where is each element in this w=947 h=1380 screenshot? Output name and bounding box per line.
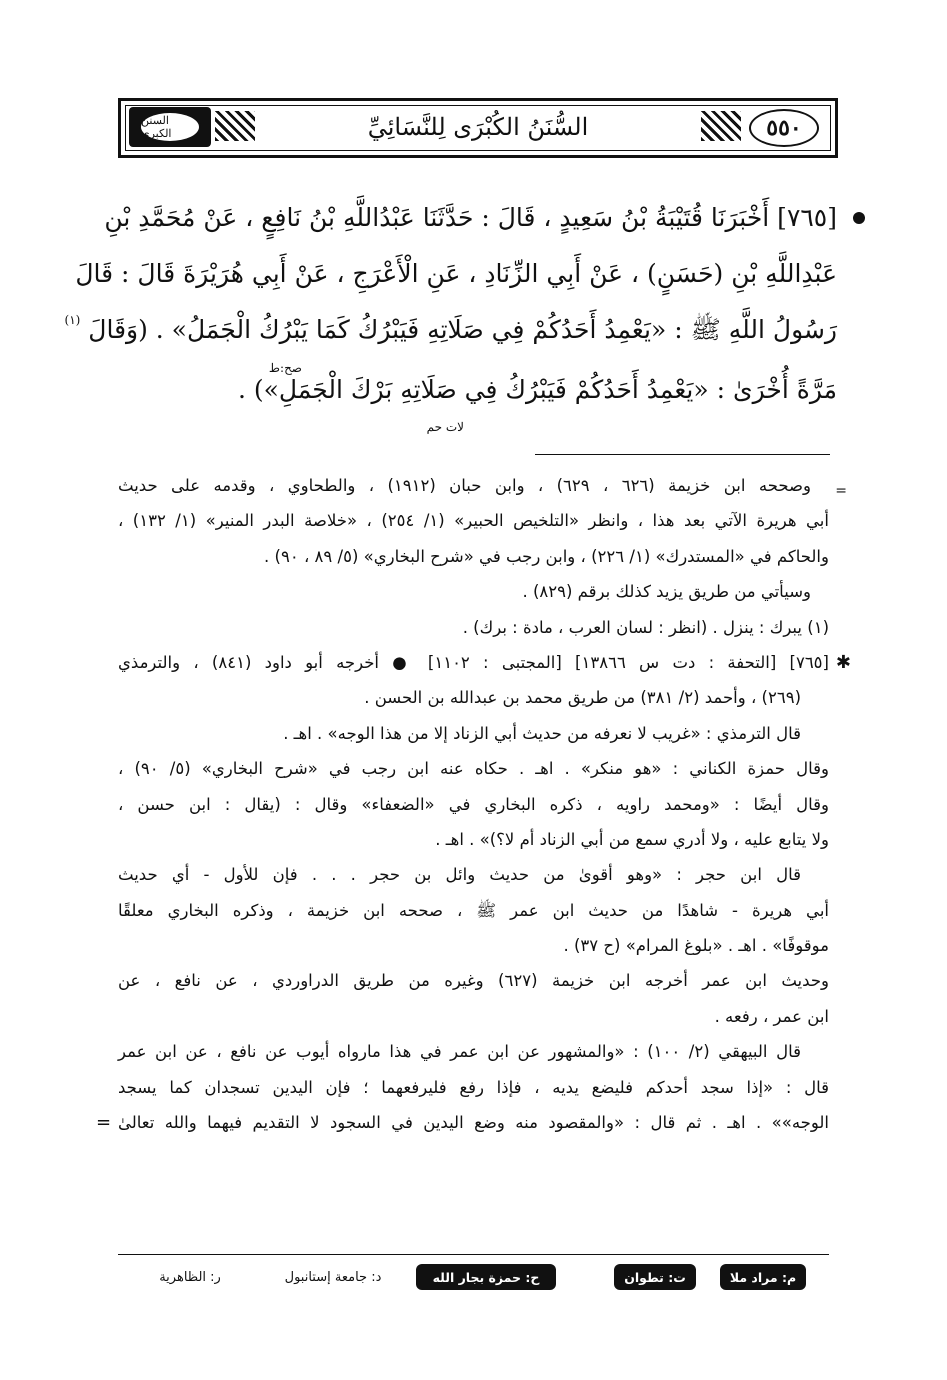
footnote-line bbox=[118, 822, 829, 857]
footnote-line-text: موقوفًا» . اهـ . «بلوغ المرام» (ح ٣٧) . bbox=[563, 936, 829, 956]
hadith-line bbox=[104, 190, 837, 246]
footnote-line bbox=[118, 999, 829, 1034]
hadith-line bbox=[75, 246, 837, 302]
footnote-line bbox=[118, 1034, 829, 1069]
book-title: السُّنَنُ الكُبْرَى لِلنَّسَائِيِّ bbox=[367, 113, 589, 141]
footnote-line bbox=[118, 787, 829, 822]
footnote-line bbox=[118, 893, 829, 928]
hadith-line-text: رَسُولُ اللَّهِ ﷺ : «يَعْمِدُ أَحَدُكُمْ فِي صَلَاتِهِ فَيَبْرُكُ كَمَا يَبْرُكُ الْجَمَلُ» . (وَقَالَ bbox=[88, 315, 837, 344]
manuscript-correction: صح:ط bbox=[268, 361, 302, 375]
footnote-line bbox=[118, 928, 829, 963]
footnote-line-text: وسيأتي من طريق يزيد كذلك برقم (٨٢٩) . bbox=[522, 582, 811, 602]
footnote-line-text: قال البيهقي (٢/ ١٠٠) : «والمشهور عن ابن عمر في هذا مارواه أيوب عن نافع ، عن ابن عمر bbox=[118, 1042, 801, 1062]
asterisk-icon: ✱ bbox=[835, 651, 851, 673]
footnote-line bbox=[118, 503, 829, 538]
footnote-line bbox=[118, 574, 829, 609]
hadith-line bbox=[64, 302, 837, 362]
header-ornament-right bbox=[701, 111, 741, 141]
footnote-line bbox=[118, 751, 829, 786]
footnote-line-text: (٢٦٩) ، وأحمد (٢/ ٣٨١) من طريق محمد بن عبدالله بن الحسن . bbox=[364, 688, 801, 708]
manuscript-correction: لات حم bbox=[426, 420, 464, 434]
footnote-ref: (١) bbox=[64, 313, 81, 327]
continuation-mark: = bbox=[96, 1112, 112, 1134]
footnote-line-text: وحديث ابن عمر أخرجه ابن خزيمة (٦٢٧) وغيره من طريق الدراوردي ، عن نافع ، عن bbox=[118, 971, 829, 991]
manuscript-label-d: د: جامعة إستانبول bbox=[284, 1269, 382, 1285]
continuation-mark: = bbox=[835, 483, 847, 499]
footer-separator bbox=[118, 1254, 829, 1255]
book-logo-oval: السنن الكبرى bbox=[139, 111, 201, 143]
header-ornament-left bbox=[215, 111, 255, 141]
page-number: ٥٥٠ bbox=[749, 109, 819, 147]
footnote-line bbox=[118, 610, 829, 645]
footnote-line bbox=[118, 857, 829, 892]
footnote-separator bbox=[535, 454, 830, 455]
footnote-line-text: قال : «إذا سجد أحدكم فليضع يديه ، فإذا رفع فليرفعهما ؛ فإن اليدين تسجدان كما يسجد bbox=[118, 1077, 829, 1097]
footnote-line bbox=[118, 539, 829, 574]
footnote-line-text: أبي هريرة الآتي بعد هذا ، وانظر «التلخيص الحبير» (١/ ٢٥٤) ، «خلاصة البدر المنير» (١/ ١٣٢) ، bbox=[118, 511, 829, 531]
footnote-line-text: أبي هريرة - شاهدًا من حديث ابن عمر ﷺ ، صححه ابن خزيمة ، وذكره البخاري معلقًا bbox=[118, 900, 829, 920]
manuscript-label-r: ر: الظاهرية bbox=[159, 1269, 221, 1285]
footnotes bbox=[96, 468, 851, 1140]
hadith-text bbox=[64, 190, 837, 418]
footnote-line-text: والحاكم في «المستدرك» (١/ ٢٢٦) ، وابن رجب في «شرح البخاري» (٥/ ٨٩ ، ٩٠) . bbox=[264, 546, 829, 566]
footnote-line bbox=[118, 645, 851, 680]
hadith-line-text: مَرَّةً أُخْرَىٰ : «يَعْمِدُ أَحَدُكُمْ فَيَبْرُكُ فِي صَلَاتِهِ بَرْكَ الْجَمَلِ») . bbox=[237, 375, 837, 404]
footnote-line-text: [٧٦٥] [التحفة : دت س ١٣٨٦٦] [المجتبى : ١١٠٢] ● أخرجه أبو داود (٨٤١) ، والترمذي bbox=[118, 652, 829, 672]
footnote-line-text: الوجه»» . اهـ . ثم قال : «والمقصود منه وضع اليدين في السجود لا التقديم فيهما والله تعالىٰ bbox=[118, 1113, 829, 1133]
hadith-line-text: عَبْدِاللَّهِ بْنِ (حَسَنٍ) ، عَنْ أَبِي الزِّنَادِ ، عَنِ الْأَعْرَجِ ، عَنْ أَبِي هُرَيْرَةَ قَالَ : قَالَ bbox=[75, 259, 837, 288]
bullet-icon bbox=[853, 212, 865, 224]
footnote-line-text: ولا يتابع عليه ، ولا أدري سمع من أبي الزناد أم لا؟)» . اهـ . bbox=[435, 829, 829, 849]
footnote-line-text: قال الترمذي : «غريب لا نعرفه من حديث أبي الزناد إلا من هذا الوجه» . اهـ . bbox=[283, 723, 801, 743]
hadith-line bbox=[110, 362, 837, 418]
footnote-line bbox=[118, 963, 829, 998]
manuscript-badge-m: م: مراد ملا bbox=[720, 1264, 806, 1290]
footnote-line-text: وصححه ابن خزيمة (٦٢٦ ، ٦٢٩) ، وابن حبان (١٩١٢) ، والطحاوي ، وقدمه على حديث bbox=[118, 476, 811, 495]
footnote-line bbox=[96, 1105, 829, 1140]
manuscript-badge-h: ح: حمزة بجار الله bbox=[416, 1264, 556, 1290]
footnote-line bbox=[118, 680, 829, 715]
footnote-line bbox=[118, 1070, 829, 1105]
hadith-line-text: [٧٦٥] أَخْبَرَنَا قُتَيْبَةُ بْنُ سَعِيدٍ ، قَالَ : حَدَّثَنَا عَبْدُاللَّهِ بْنُ نَافِعٍ ، عَنْ مُحَمَّدِ بْنِ bbox=[104, 203, 837, 232]
footnote-line-text: وقال أيضًا : «ومحمد راويه ، ذكره البخاري في «الضعفاء» وقال : (يقال : ابن حسن ، bbox=[118, 794, 829, 814]
footnote-line-text: (١) يبرك : ينزل . (انظر : لسان العرب ، مادة : برك) . bbox=[462, 617, 829, 637]
page-header bbox=[118, 98, 838, 158]
footnote-line-text: وقال حمزة الكناني : «هو منكر» . اهـ . حكاه عنه ابن رجب في «شرح البخاري» (٥/ ٩٠) ، bbox=[118, 759, 829, 779]
book-logo bbox=[129, 107, 211, 147]
manuscript-badge-t: ت: تطوان bbox=[614, 1264, 696, 1290]
footnote-line bbox=[118, 468, 847, 503]
footnote-line bbox=[118, 716, 829, 751]
footnote-line-text: قال ابن حجر : «وهو أقوىٰ من حديث وائل بن حجر . . . فإن للأول - أي حديث bbox=[118, 865, 801, 885]
footnote-line-text: ابن عمر ، رفعه . bbox=[714, 1006, 829, 1026]
